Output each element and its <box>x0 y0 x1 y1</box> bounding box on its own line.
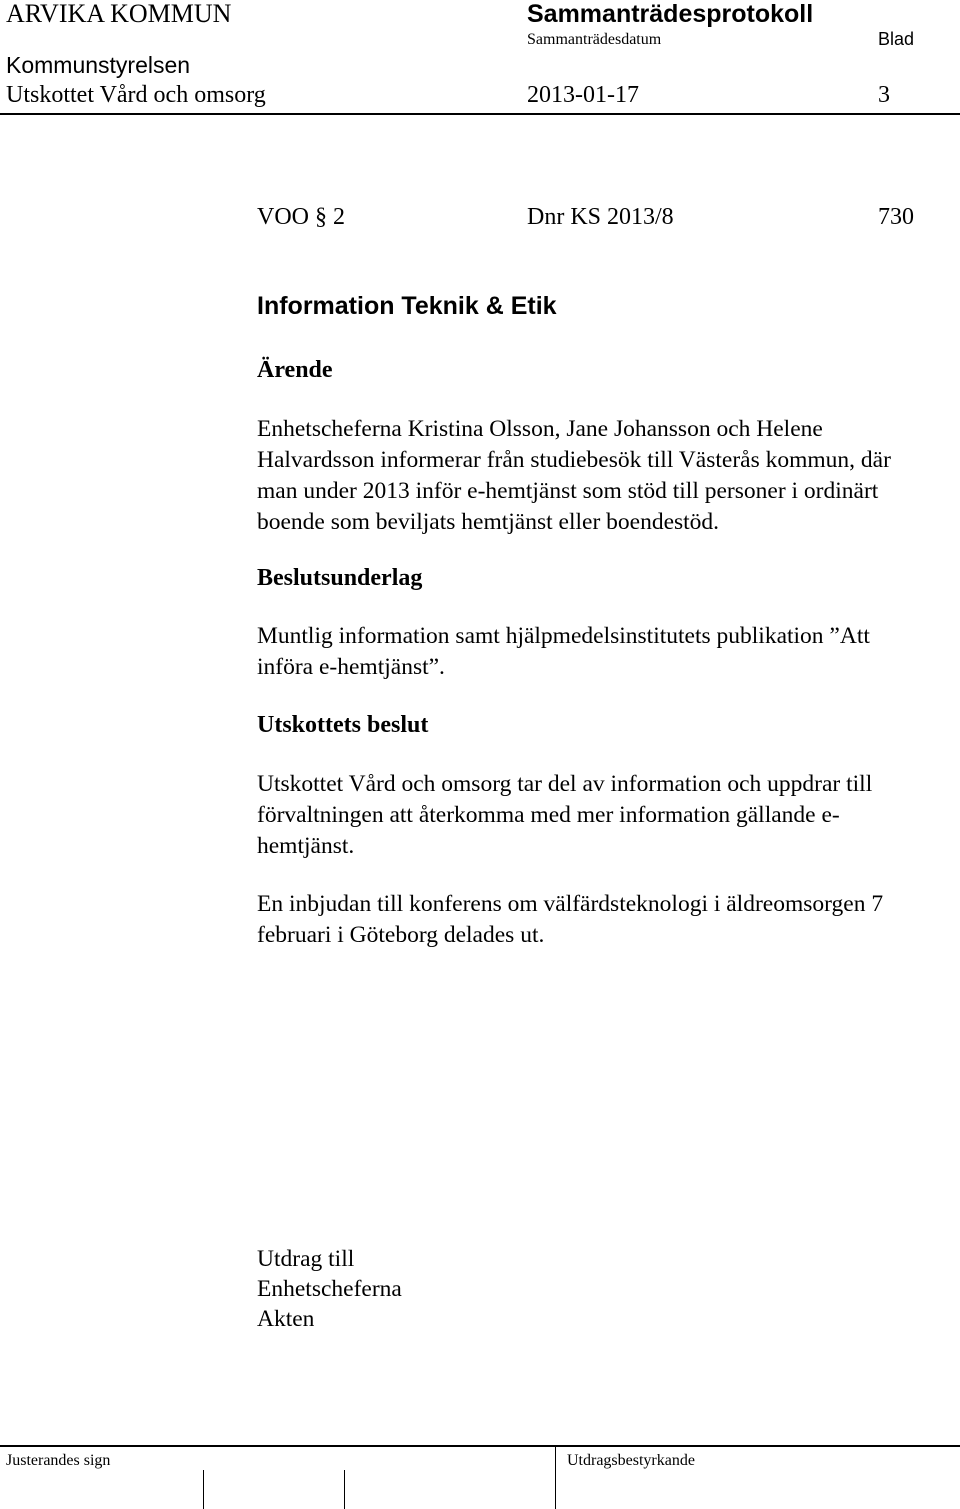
heading-beslutsunderlag: Beslutsunderlag <box>257 565 423 591</box>
extract-certification-label: Utdragsbestyrkande <box>567 1452 695 1469</box>
text-line: förvaltningen att återkomma med mer information gällande e- <box>257 802 840 828</box>
distribution-list <box>257 1244 957 1334</box>
text-line: Akten <box>257 1306 315 1332</box>
paragraph-number: 2 <box>333 204 345 230</box>
footer-divider <box>0 1445 960 1447</box>
text-line: Enhetscheferna Kristina Olsson, Jane Johansson och Helene <box>257 416 823 442</box>
text-line: Enhetscheferna <box>257 1276 402 1302</box>
classification-code: 730 <box>878 204 914 230</box>
page-number: 3 <box>878 82 890 108</box>
document-type: Sammanträdesprotokoll <box>527 0 814 28</box>
item-number <box>257 203 345 231</box>
text-line: Muntlig information samt hjälpmedelsinstitutets publikation ”Att <box>257 623 870 649</box>
paragraph-sign: § <box>315 204 327 230</box>
heading-utskottets-beslut: Utskottets beslut <box>257 712 429 738</box>
municipality-name: ARVIKA KOMMUN <box>6 0 232 28</box>
item-prefix: VOO <box>257 204 309 230</box>
beslut-text <box>257 769 957 862</box>
committee-name: Utskottet Vård och omsorg <box>6 82 266 108</box>
signature-box-divider <box>344 1470 345 1509</box>
text-line: man under 2013 inför e-hemtjänst som stöd till personer i ordinärt <box>257 478 879 504</box>
date-label: Sammanträdesdatum <box>527 31 662 48</box>
text-line: införa e-hemtjänst”. <box>257 654 445 680</box>
heading-arende: Ärende <box>257 357 333 383</box>
text-line: Utdrag till <box>257 1246 355 1272</box>
text-line: Utskottet Vård och omsorg tar del av information och uppdrar till <box>257 771 873 797</box>
header-divider <box>0 113 960 115</box>
arende-text <box>257 414 957 538</box>
signature-box-divider <box>203 1470 204 1509</box>
konferens-text <box>257 889 957 951</box>
diary-number: Dnr KS 2013/8 <box>527 204 674 230</box>
text-line: En inbjudan till konferens om välfärdsteknologi i äldreomsorgen 7 <box>257 891 884 917</box>
footer-column-divider <box>555 1445 556 1509</box>
page-label: Blad <box>878 29 915 49</box>
signature-label: Justerandes sign <box>6 1452 111 1469</box>
beslutsunderlag-text <box>257 621 957 683</box>
text-line: boende som beviljats hemtjänst eller boendestöd. <box>257 509 720 535</box>
text-line: februari i Göteborg delades ut. <box>257 922 545 948</box>
board-name: Kommunstyrelsen <box>6 52 191 78</box>
text-line: hemtjänst. <box>257 833 355 859</box>
item-title: Information Teknik & Etik <box>257 292 557 320</box>
text-line: Halvardsson informerar från studiebesök till Västerås kommun, där <box>257 447 891 473</box>
meeting-date: 2013-01-17 <box>527 82 639 108</box>
